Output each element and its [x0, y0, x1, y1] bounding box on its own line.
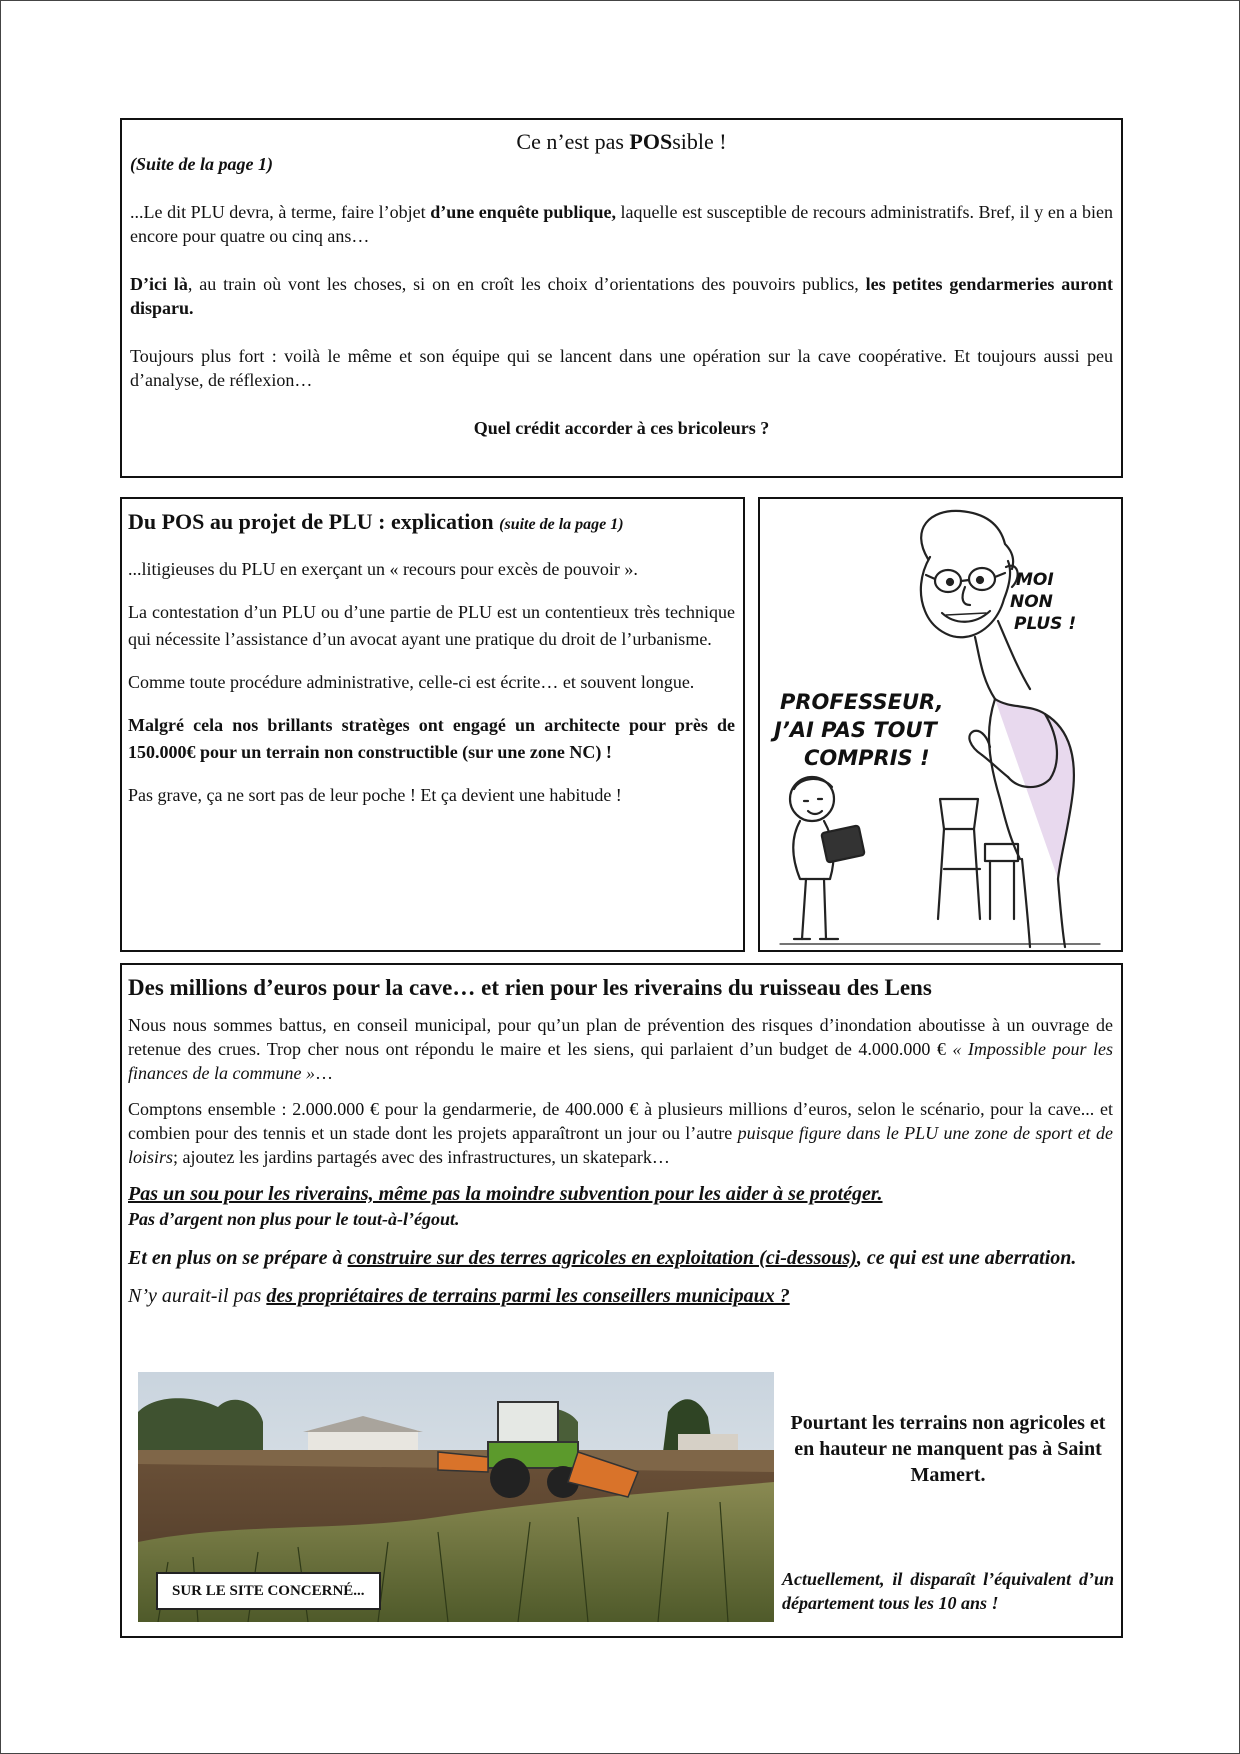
- p1-b: d’une enquête publique,: [430, 202, 616, 222]
- cartoon-illustration: [760, 499, 1121, 950]
- photo-caption: SUR LE SITE CONCERNÉ...: [156, 1572, 381, 1610]
- p1-c: …: [314, 1063, 333, 1083]
- p5-c: , ce qui est une aberration.: [856, 1247, 1077, 1269]
- paragraph-1: [128, 1013, 1113, 1085]
- title-bold: POS: [629, 129, 673, 154]
- paragraph-6: [128, 1283, 1113, 1309]
- p2-a: D’ici là: [130, 274, 188, 294]
- p2-c: ; ajoutez les jardins partagés avec des infrastructures, un skatepark…: [173, 1147, 670, 1167]
- paragraph-1: ...litigieuses du PLU en exerçant un « recours pour excès de pouvoir ».: [128, 559, 638, 579]
- title-prefix: Ce n’est pas: [516, 129, 630, 154]
- p2-b: , au train où vont les choses, si on en croît les choix d’orientations des pouvoirs publics,: [187, 274, 866, 294]
- student-bubble-line-1: PROFESSEUR,: [780, 690, 944, 714]
- side-note: Pourtant les terrains non agricoles et en hauteur ne manquent pas à Saint Mamert.: [790, 1412, 1106, 1486]
- paragraph-5: [128, 1245, 1113, 1271]
- title-suffix: sible !: [672, 129, 727, 154]
- article-pos-possible: [120, 118, 1123, 478]
- paragraph-4: Pas d’argent non plus pour le tout-à-l’égout.: [128, 1209, 460, 1229]
- suite-note: (Suite de la page 1): [130, 154, 273, 174]
- article-title: Des millions d’euros pour la cave… et rien pour les riverains du ruisseau des Lens: [128, 975, 932, 1000]
- paragraph-2: [130, 272, 1113, 320]
- paragraph-2: [128, 1097, 1113, 1169]
- paragraph-1: [130, 200, 1113, 248]
- p5-b: construire sur des terres agricoles en exploitation (ci-dessous): [347, 1247, 857, 1269]
- field-photo: [138, 1372, 774, 1622]
- paragraph-3: Comme toute procédure administrative, celle-ci est écrite… et souvent longue.: [128, 672, 695, 692]
- closing-question: Quel crédit accorder à ces bricoleurs ?: [473, 418, 770, 438]
- side-note-2: Actuellement, il disparaît l’équivalent d’un département tous les 10 ans !: [782, 1569, 1114, 1613]
- teacher-bubble-line-2: NON: [1010, 592, 1053, 612]
- p2-b: puisque figure dans le PLU une zone de sport et de loisirs: [128, 1123, 1113, 1167]
- teacher-bubble-line-3: PLUS !: [1014, 614, 1077, 634]
- p6-a: N’y aurait-il pas: [128, 1285, 267, 1307]
- cartoon-box: [758, 497, 1123, 952]
- p2-c: les petites gendarmeries auront disparu.: [130, 274, 1113, 318]
- p6-b: des propriétaires de terrains parmi les conseillers municipaux ?: [266, 1285, 790, 1307]
- p3-text: Pas un sou pour les riverains, même pas la moindre subvention pour les aider à se protéger.: [128, 1183, 883, 1205]
- student-bubble-line-3: COMPRIS !: [804, 746, 930, 770]
- teacher-bubble-line-1: MOI: [1016, 570, 1054, 590]
- article-pos-plu-explication: [120, 497, 745, 952]
- p1-a: Nous nous sommes battus, en conseil municipal, pour qu’un plan de prévention des risques d’inondation aboutisse à un ouvrage de retenue des crues. Trop cher nous ont répondu le maire et les siens, qui parlaient d’un budget de 4.000.000 €: [128, 1015, 1113, 1059]
- paragraph-4: Malgré cela nos brillants stratèges ont engagé un architecte pour près de 150.000€ pour un terrain non constructible (sur une zone NC) !: [128, 715, 735, 762]
- paragraph-5: Pas grave, ça ne sort pas de leur poche ! Et ça devient une habitude !: [128, 785, 622, 805]
- p1-a: ...Le dit PLU devra, à terme, faire l’objet: [130, 202, 431, 222]
- p2-a: Comptons ensemble : 2.000.000 € pour la gendarmerie, de 400.000 € à plusieurs millions d’euros, selon le scénario, pour la cave... et combien pour des tennis et un stade dont les projets apparaîtront un jour ou l’autre: [128, 1099, 1113, 1143]
- student-bubble-line-2: J’AI PAS TOUT: [774, 718, 937, 742]
- article-millions-cave: [120, 963, 1123, 1638]
- article-title: [128, 507, 735, 540]
- title-sub: (suite de la page 1): [499, 516, 624, 533]
- paragraph-3: Toujours plus fort : voilà le même et son équipe qui se lancent dans une opération sur la cave coopérative. Et toujours aussi peu d’analyse, de réflexion…: [130, 346, 1113, 390]
- p5-a: Et en plus on se prépare à: [128, 1247, 348, 1269]
- paragraph-3: [128, 1181, 1113, 1207]
- p1-c: laquelle est susceptible de recours administratifs. Bref, il y en a bien encore pour quatre ou cinq ans…: [130, 202, 1113, 246]
- title-main: Du POS au projet de PLU : explication: [128, 509, 500, 534]
- paragraph-2: La contestation d’un PLU ou d’une partie de PLU est un contentieux très technique qui nécessite l’assistance d’un avocat ayant une pratique du droit de l’urbanisme.: [128, 602, 735, 649]
- p1-b: « Impossible pour les finances de la commune »: [128, 1039, 1113, 1083]
